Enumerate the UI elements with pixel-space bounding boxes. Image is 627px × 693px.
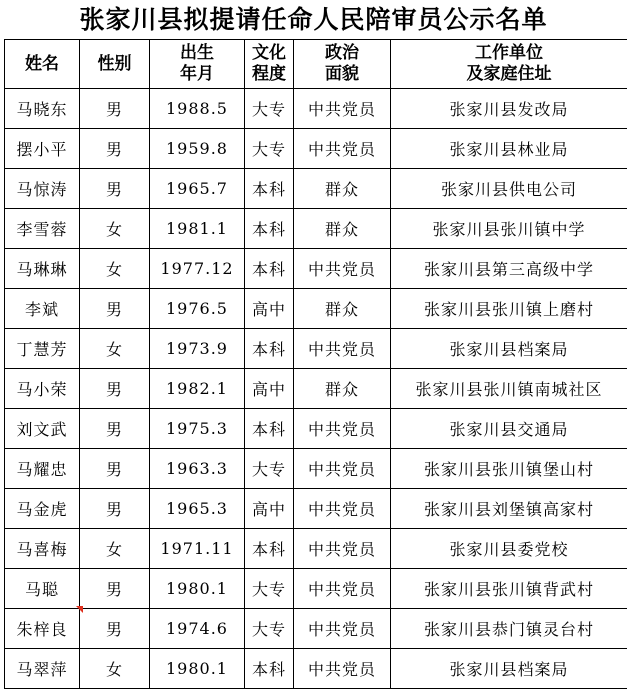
cell-sex: 男 (80, 569, 150, 609)
document-title: 张家川县拟提请任命人民陪审员公示名单 (79, 5, 548, 34)
header-birth-line2: 年月 (180, 64, 214, 84)
table-row (5, 289, 627, 329)
table-row (5, 369, 627, 409)
cell-birth: 1980.1 (150, 649, 245, 689)
cell-workplace: 张家川县档案局 (391, 329, 627, 369)
cell-workplace: 张家川县林业局 (391, 129, 627, 169)
cell-workplace: 张家川县交通局 (391, 409, 627, 449)
cell-education: 大专 (245, 129, 294, 169)
cell-name: 李斌 (5, 289, 80, 329)
cell-name: 马小荣 (5, 369, 80, 409)
cell-education: 大专 (245, 89, 294, 129)
cell-workplace: 张家川县档案局 (391, 649, 627, 689)
cell-workplace: 张家川县张川镇背武村 (391, 569, 627, 609)
cell-political: 中共党员 (294, 409, 391, 449)
cell-name: 李雪蓉 (5, 209, 80, 249)
cell-sex: 男 (80, 449, 150, 489)
cell-political: 中共党员 (294, 249, 391, 289)
cell-political: 群众 (294, 209, 391, 249)
cell-education: 本科 (245, 209, 294, 249)
cell-political: 中共党员 (294, 329, 391, 369)
cell-political: 中共党员 (294, 89, 391, 129)
cell-workplace: 张家川县张川镇上磨村 (391, 289, 627, 329)
cell-birth: 1965.3 (150, 489, 245, 529)
cell-name: 丁慧芳 (5, 329, 80, 369)
cell-workplace: 张家川县供电公司 (391, 169, 627, 209)
cell-sex: 女 (80, 249, 150, 289)
header-birth (150, 40, 245, 89)
cell-sex: 女 (80, 529, 150, 569)
cell-education: 大专 (245, 609, 294, 649)
cell-name: 马耀忠 (5, 449, 80, 489)
cell-name: 朱梓良 (5, 609, 80, 649)
header-education (245, 40, 294, 89)
header-political (294, 40, 391, 89)
cell-birth: 1982.1 (150, 369, 245, 409)
header-workplace (391, 40, 627, 89)
cell-political: 中共党员 (294, 649, 391, 689)
cell-sex: 男 (80, 289, 150, 329)
header-workplace-line2: 及家庭住址 (466, 64, 552, 84)
table-row (5, 409, 627, 449)
table-row (5, 249, 627, 289)
cell-education: 本科 (245, 529, 294, 569)
cell-education: 本科 (245, 329, 294, 369)
table-header-row (5, 40, 627, 89)
table-body (5, 89, 627, 689)
table-row (5, 649, 627, 689)
cell-sex: 男 (80, 129, 150, 169)
cell-workplace: 张家川县张川镇南城社区 (391, 369, 627, 409)
cell-education: 本科 (245, 169, 294, 209)
header-education-line1: 文化 (252, 43, 286, 63)
cell-birth: 1988.5 (150, 89, 245, 129)
header-education-line2: 程度 (252, 64, 286, 84)
cell-education: 本科 (245, 409, 294, 449)
cell-education: 本科 (245, 649, 294, 689)
cell-political: 群众 (294, 369, 391, 409)
cell-education: 大专 (245, 569, 294, 609)
cell-workplace: 张家川县刘堡镇高家村 (391, 489, 627, 529)
table-row (5, 209, 627, 249)
cell-sex: 男 (80, 409, 150, 449)
cell-sex: 男 (80, 489, 150, 529)
cell-workplace: 张家川县张川镇堡山村 (391, 449, 627, 489)
table-row (5, 329, 627, 369)
cell-name: 马晓东 (5, 89, 80, 129)
roster-table (4, 39, 627, 689)
cell-political: 中共党员 (294, 569, 391, 609)
cell-sex: 女 (80, 649, 150, 689)
cell-education: 大专 (245, 449, 294, 489)
cell-name: 马琳琳 (5, 249, 80, 289)
cell-political: 群众 (294, 169, 391, 209)
table-row (5, 569, 627, 609)
cell-workplace: 张家川县张川镇中学 (391, 209, 627, 249)
cell-education: 高中 (245, 489, 294, 529)
cell-name: 摆小平 (5, 129, 80, 169)
cell-workplace: 张家川县委党校 (391, 529, 627, 569)
cell-sex: 男 (80, 369, 150, 409)
cell-education: 高中 (245, 289, 294, 329)
cell-birth: 1976.5 (150, 289, 245, 329)
cell-sex: 女 (80, 209, 150, 249)
cell-birth: 1963.3 (150, 449, 245, 489)
cell-birth: 1975.3 (150, 409, 245, 449)
table-row (5, 169, 627, 209)
header-birth-line1: 出生 (180, 43, 214, 63)
header-name: 姓名 (5, 40, 80, 89)
cell-birth: 1977.12 (150, 249, 245, 289)
cell-birth: 1981.1 (150, 209, 245, 249)
header-workplace-line1: 工作单位 (475, 43, 543, 63)
cell-political: 中共党员 (294, 449, 391, 489)
cell-education: 高中 (245, 369, 294, 409)
table-row (5, 489, 627, 529)
cell-name: 马聪 (5, 569, 80, 609)
cell-birth: 1959.8 (150, 129, 245, 169)
cell-name: 刘文武 (5, 409, 80, 449)
header-political-line2: 面貌 (325, 64, 359, 84)
cell-political: 中共党员 (294, 529, 391, 569)
cell-education: 本科 (245, 249, 294, 289)
header-political-line1: 政治 (325, 43, 359, 63)
cell-political: 中共党员 (294, 489, 391, 529)
cell-political: 中共党员 (294, 609, 391, 649)
table-row (5, 529, 627, 569)
cell-name: 马惊涛 (5, 169, 80, 209)
cell-political: 中共党员 (294, 129, 391, 169)
cell-birth: 1971.11 (150, 529, 245, 569)
table-row (5, 609, 627, 649)
cell-sex: 男 (80, 169, 150, 209)
cell-workplace: 张家川县恭门镇灵台村 (391, 609, 627, 649)
cell-birth: 1980.1 (150, 569, 245, 609)
cell-comment-marker-icon (76, 606, 83, 613)
cell-birth: 1973.9 (150, 329, 245, 369)
cell-name: 马金虎 (5, 489, 80, 529)
cell-sex: 男 (80, 89, 150, 129)
cell-name: 马喜梅 (5, 529, 80, 569)
cell-sex: 女 (80, 329, 150, 369)
table-row (5, 89, 627, 129)
cell-political: 群众 (294, 289, 391, 329)
cell-name: 马翠萍 (5, 649, 80, 689)
header-sex: 性别 (80, 40, 150, 89)
table-row (5, 129, 627, 169)
cell-sex: 男 (80, 609, 150, 649)
cell-workplace: 张家川县发改局 (391, 89, 627, 129)
cell-workplace: 张家川县第三高级中学 (391, 249, 627, 289)
cell-birth: 1965.7 (150, 169, 245, 209)
cell-birth: 1974.6 (150, 609, 245, 649)
table-row (5, 449, 627, 489)
